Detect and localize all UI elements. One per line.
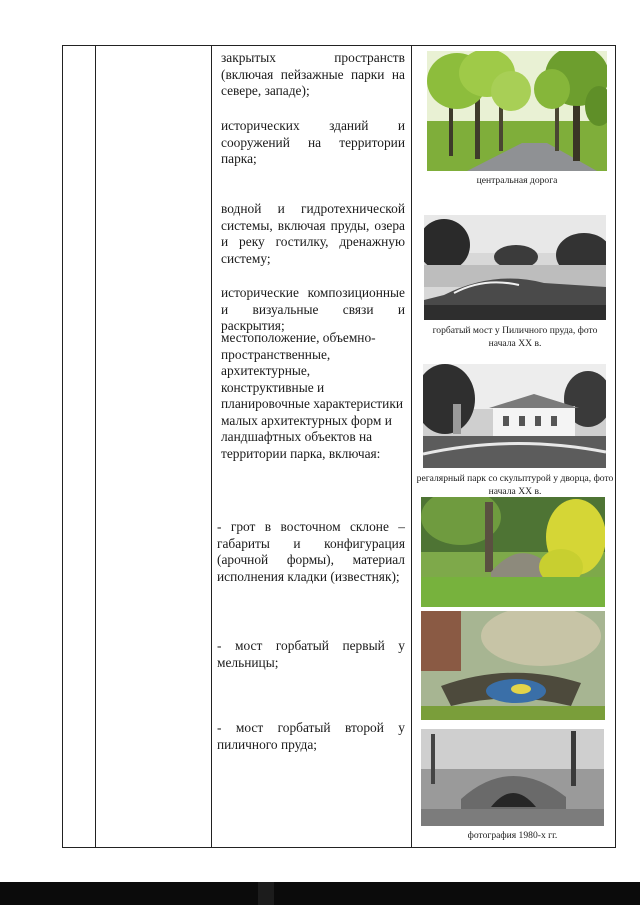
- text-compositional-links: исторические композиционные и визуальные связи и раскрытия;: [221, 285, 405, 333]
- grotto-photo: [421, 497, 605, 607]
- column-divider-2: [211, 45, 212, 848]
- bridge-pond-photo: [424, 215, 606, 320]
- central-road-caption: центральная дорога: [476, 175, 558, 186]
- scan-bottom-gap: [258, 882, 274, 905]
- bridge-1-photo: [421, 611, 605, 720]
- text-historic-buildings: исторических зданий и сооружений на территории парка;: [221, 118, 405, 166]
- scan-bottom-bar: [0, 882, 640, 905]
- column-divider-3: [411, 45, 412, 848]
- text-location: местоположение, объемно-пространственные, архитектурные, конструктивные и планировочные характеристики малых архитектурных форм и ландшафтных объектов на территории парка, включая:: [221, 330, 404, 461]
- photo-1980s-caption: фотография 1980-х гг.: [467, 830, 558, 841]
- regular-park-photo: [423, 364, 606, 468]
- text-bridge-2: - мост горбатый второй у пиличного пруда;: [217, 720, 405, 752]
- regular-park-caption: регалярный парк со скульптурой у дворца, фото начала XX в.: [416, 473, 614, 497]
- text-grotto: - грот в восточном склоне – габариты и конфигурация (арочной формы), материал исполнения кладки (известняк);: [217, 519, 405, 584]
- bridge-pond-caption: горбатый мост у Пиличного пруда, фото начала XX в.: [432, 325, 598, 349]
- central-road-photo: [427, 51, 607, 171]
- text-water-system: водной и гидротехнической системы, включая пруды, озера и реку гостилку, дренажную систему;: [221, 201, 405, 266]
- text-closed-spaces: закрытых пространств (включая пейзажные парки на севере, западе);: [221, 50, 405, 98]
- text-bridge-1: - мост горбатый первый у мельницы;: [217, 638, 405, 670]
- photo-1980s: [421, 729, 604, 826]
- column-divider-1: [95, 45, 96, 848]
